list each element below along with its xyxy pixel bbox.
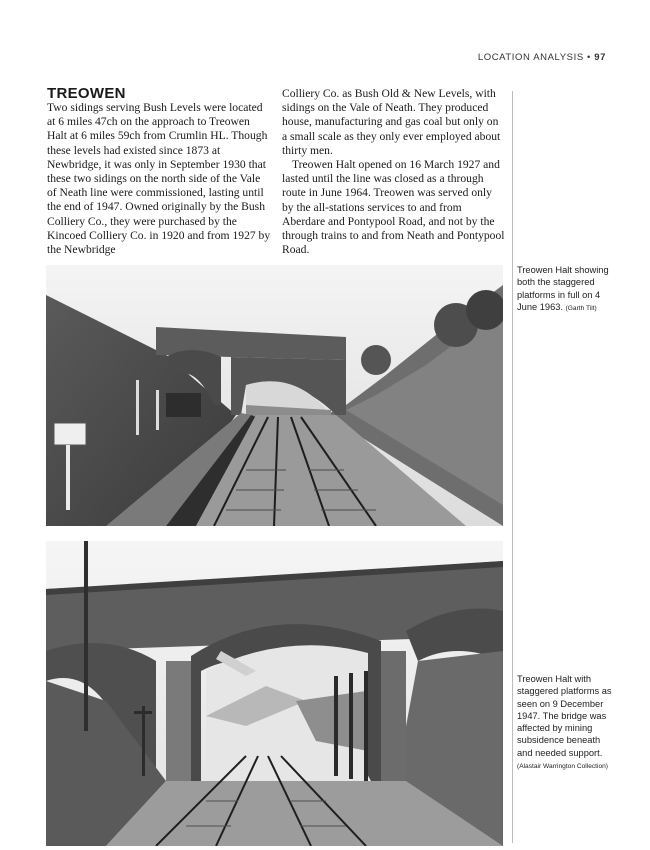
photo-caption-1 [517, 264, 615, 313]
text-column-left [47, 101, 271, 257]
body-paragraph: Colliery Co. as Bush Old & New Levels, with sidings on the Vale of Neath. They produced house, manufacturing and gas coal but only on a small scale as they only ever employed about thirty men. [282, 87, 501, 157]
separator: • [587, 52, 591, 63]
body-paragraph: Treowen Halt opened on 16 March 1927 and lasted until the line was closed as a through route in June 1964. Treowen was served only by the all-stations services to and from Aberdare and Pontypool Road, and not by the through trains to and from Neath and Pontypool Road. [282, 158, 505, 257]
caption-text: Treowen Halt with staggered platforms as seen on 9 December 1947. The bridge was affected by mining subsidence beneath and needed support. [517, 674, 612, 758]
article-title: TREOWEN [47, 85, 126, 102]
photo-treowen-1963 [46, 265, 503, 526]
text-column-right [282, 87, 506, 257]
photo-credit: (Alastair Warrington Collection) [517, 763, 608, 771]
page-number: 97 [594, 52, 606, 63]
section-name: LOCATION ANALYSIS [477, 52, 584, 63]
body-paragraph: Two sidings serving Bush Levels were located at 6 miles 47ch on the approach to Treowen Halt at 6 miles 59ch from Crumlin HL. Though these levels had existed since 1873 at Newbridge, it was only in September 1930 that these two sidings on the north side of the Vale of Neath line were commissioned, lasting until the end of 1947. Owned originally by the Bush Colliery Co., they were purchased by the Kincoed Colliery Co. in 1920 and from 1927 by the Newbridge [47, 101, 271, 257]
photo-caption-2 [517, 673, 615, 772]
caption-text: Treowen Halt showing both the staggered platforms in full on 4 June 1963. [517, 265, 609, 312]
photo-credit: (Garth Tilt) [565, 304, 597, 312]
photo-treowen-1947 [46, 541, 503, 846]
running-head [478, 52, 606, 63]
column-divider [512, 91, 513, 843]
